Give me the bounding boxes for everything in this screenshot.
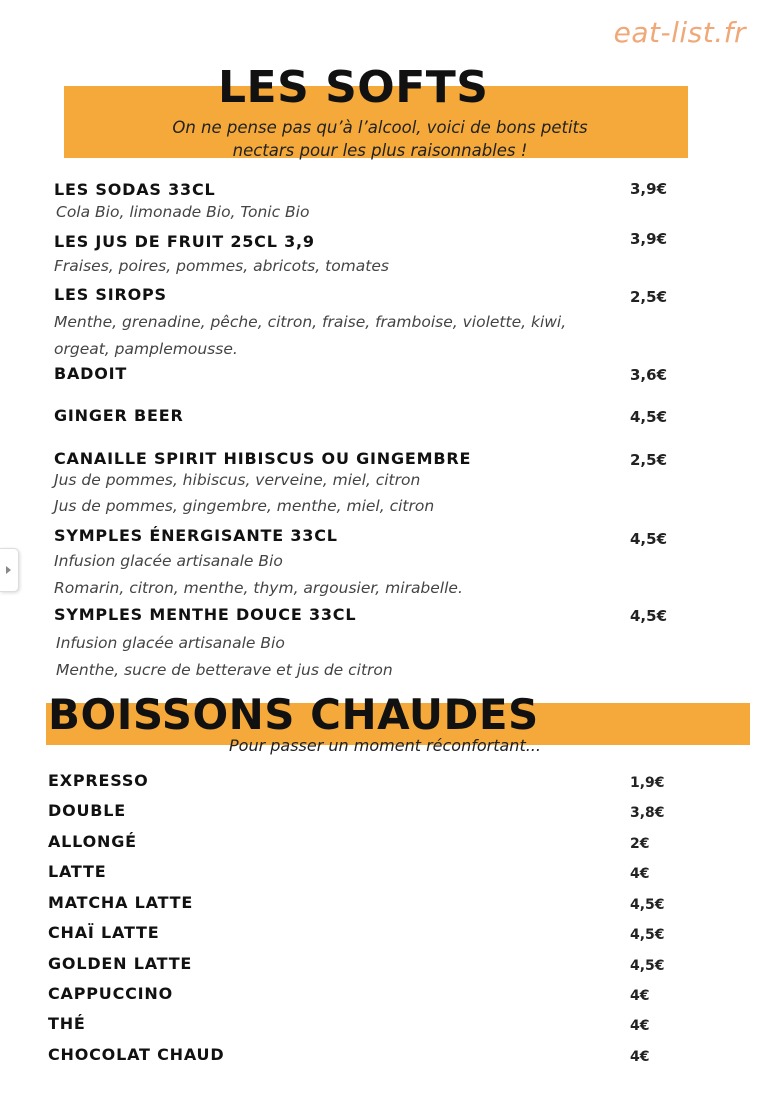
- hot-title: BOISSONS CHAUDES: [48, 690, 539, 739]
- soft-item-desc: Jus de pommes, hibiscus, verveine, miel, citron: [54, 471, 421, 489]
- soft-item-desc: Fraises, poires, pommes, abricots, tomates: [54, 257, 389, 275]
- hot-item-name: GOLDEN LATTE: [48, 954, 193, 973]
- soft-item-price: 2,5€: [630, 451, 668, 469]
- hot-item-price: 4,5€: [630, 927, 665, 943]
- soft-item-name: LES SODAS 33CL: [54, 180, 216, 199]
- soft-item-name: SYMPLES MENTHE DOUCE 33CL: [54, 605, 357, 624]
- soft-item-desc: Menthe, grenadine, pêche, citron, fraise, framboise, violette, kiwi,: [54, 313, 567, 331]
- soft-item-name: SYMPLES ÉNERGISANTE 33CL: [54, 526, 338, 545]
- hot-item-price: 4,5€: [630, 958, 665, 974]
- hot-item-price: 2€: [630, 836, 650, 852]
- hot-item-name: CHAÏ LATTE: [48, 923, 160, 942]
- soft-item-name: BADOIT: [54, 364, 128, 383]
- soft-item-desc: Infusion glacée artisanale Bio: [54, 552, 283, 570]
- soft-item-name: CANAILLE SPIRIT HIBISCUS OU GINGEMBRE: [54, 449, 472, 468]
- softs-subtitle: [120, 116, 640, 162]
- soft-item-desc: orgeat, pamplemousse.: [54, 340, 238, 358]
- soft-item-name: GINGER BEER: [54, 406, 184, 425]
- side-panel-toggle[interactable]: [0, 548, 19, 592]
- soft-item-name: LES JUS DE FRUIT 25CL 3,9: [54, 232, 315, 251]
- soft-item-desc: Cola Bio, limonade Bio, Tonic Bio: [56, 203, 310, 221]
- soft-item-desc: Infusion glacée artisanale Bio: [56, 634, 285, 652]
- soft-item-price: 3,6€: [630, 366, 668, 384]
- hot-item-price: 4,5€: [630, 897, 665, 913]
- hot-item-name: DOUBLE: [48, 801, 126, 820]
- hot-item-price: 4€: [630, 1018, 650, 1034]
- hot-item-name: CAPPUCCINO: [48, 984, 173, 1003]
- hot-item-name: CHOCOLAT CHAUD: [48, 1045, 225, 1064]
- softs-subtitle-line1: On ne pense pas qu’à l’alcool, voici de bons petits: [172, 118, 588, 137]
- soft-item-price: 3,9€: [630, 180, 668, 198]
- softs-subtitle-line2: nectars pour les plus raisonnables !: [232, 141, 528, 160]
- hot-item-name: EXPRESSO: [48, 771, 149, 790]
- soft-item-price: 4,5€: [630, 408, 668, 426]
- soft-item-name: LES SIROPS: [54, 285, 167, 304]
- soft-item-desc: Jus de pommes, gingembre, menthe, miel, citron: [54, 497, 435, 515]
- hot-item-price: 1,9€: [630, 775, 665, 791]
- hot-item-name: ALLONGÉ: [48, 832, 137, 851]
- soft-item-desc: Menthe, sucre de betterave et jus de citron: [56, 661, 393, 679]
- soft-item-price: 4,5€: [630, 607, 668, 625]
- soft-item-price: 2,5€: [630, 288, 668, 306]
- soft-item-price: 3,9€: [630, 230, 668, 248]
- hot-item-name: MATCHA LATTE: [48, 893, 194, 912]
- soft-item-desc: Romarin, citron, menthe, thym, argousier, mirabelle.: [54, 579, 463, 597]
- watermark: eat-list.fr: [613, 16, 746, 49]
- hot-item-price: 4€: [630, 866, 650, 882]
- soft-item-price: 4,5€: [630, 530, 668, 548]
- hot-item-price: 3,8€: [630, 805, 665, 821]
- hot-item-name: LATTE: [48, 862, 107, 881]
- hot-item-name: THÉ: [48, 1014, 86, 1033]
- hot-item-price: 4€: [630, 988, 650, 1004]
- softs-title: LES SOFTS: [218, 62, 489, 113]
- hot-subtitle: Pour passer un moment réconfortant...: [229, 736, 541, 755]
- hot-item-price: 4€: [630, 1049, 650, 1065]
